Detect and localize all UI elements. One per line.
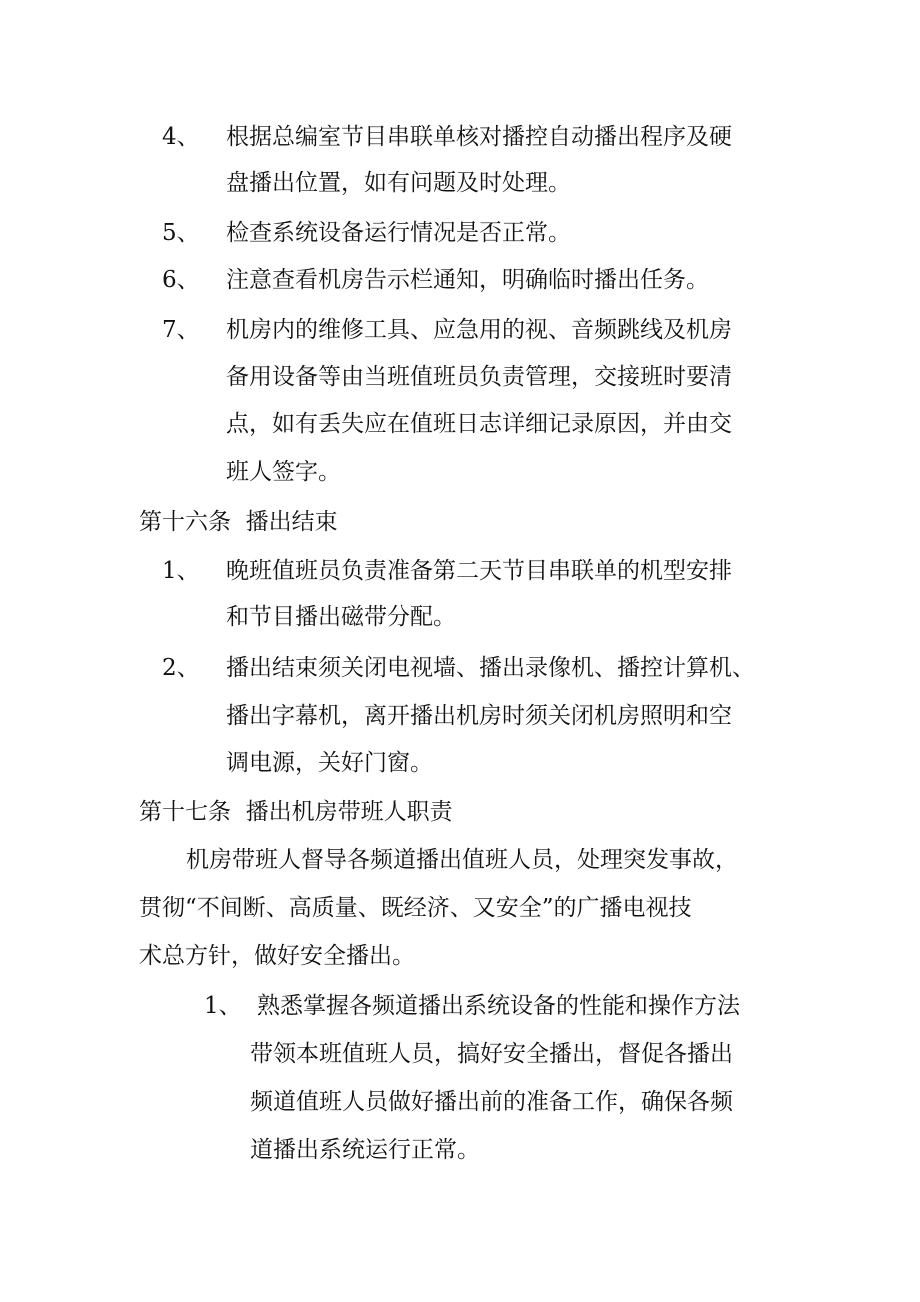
list-item-text: 检查系统设备运行情况是否正常。: [226, 220, 571, 246]
paragraph-line: 术总方针，做好安全播出。: [139, 943, 415, 969]
list-item-number: 2、: [162, 655, 200, 681]
list-item-number: 4、: [162, 124, 200, 150]
list-item-text: 班人签字。: [226, 459, 341, 485]
list-item-text: 频道值班人员做好播出前的准备工作，确保各频: [250, 1089, 733, 1115]
list-item-number: 5、: [162, 220, 200, 246]
section-heading: 第十七条 播出机房带班人职责: [139, 799, 453, 825]
list-item-number: 1、: [204, 993, 242, 1019]
list-item-text: 晚班值班员负责准备第二天节目串联单的机型安排: [226, 558, 732, 584]
list-item-number: 1、: [162, 558, 200, 584]
list-item-text: 盘播出位置，如有问题及时处理。: [226, 170, 571, 196]
list-item-text: 根据总编室节目串联单核对播控自动播出程序及硬: [226, 124, 732, 150]
list-item-number: 7、: [162, 317, 200, 343]
list-item-text: 播出字幕机，离开播出机房时须关闭机房照明和空: [226, 703, 732, 729]
paragraph-line: 贯彻“不间断、高质量、既经济、又安全”的广播电视技: [139, 895, 692, 921]
list-item-text: 机房内的维修工具、应急用的视、音频跳线及机房: [226, 317, 732, 343]
list-item-text: 注意查看机房告示栏通知，明确临时播出任务。: [226, 267, 709, 293]
list-item-text: 播出结束须关闭电视墙、播出录像机、播控计算机、: [226, 655, 755, 681]
list-item-text: 点，如有丢失应在值班日志详细记录原因，并由交: [226, 411, 732, 437]
list-item-text: 熟悉掌握各频道播出系统设备的性能和操作方法: [257, 993, 740, 1019]
paragraph-line: 机房带班人督导各频道播出值班人员，处理突发事故，: [186, 847, 738, 873]
list-item-text: 备用设备等由当班值班员负责管理，交接班时要清: [226, 364, 732, 390]
list-item-text: 和节目播出磁带分配。: [226, 604, 456, 630]
list-item-number: 6、: [162, 267, 200, 293]
list-item-text: 带领本班值班人员，搞好安全播出，督促各播出: [250, 1041, 733, 1067]
list-item-text: 调电源，关好门窗。: [226, 750, 433, 776]
section-heading: 第十六条 播出结束: [139, 509, 338, 535]
list-item-text: 道播出系统运行正常。: [250, 1137, 480, 1163]
